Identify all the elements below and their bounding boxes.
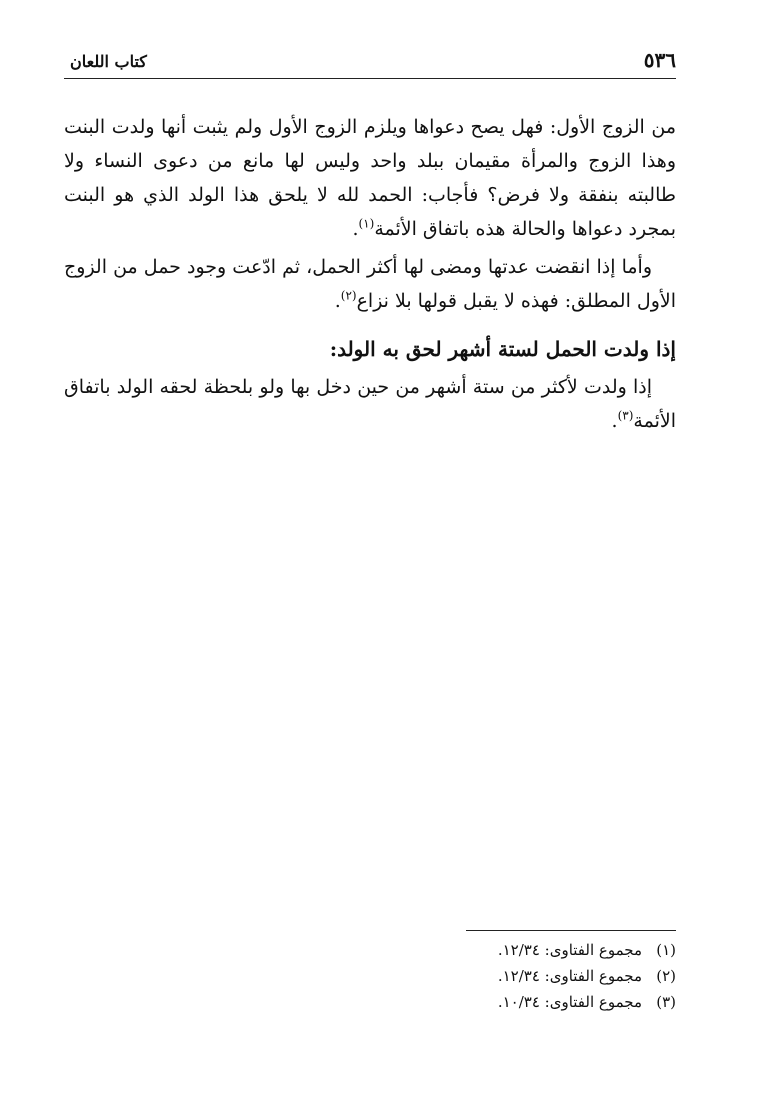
period: . <box>352 218 359 240</box>
period: . <box>611 410 618 432</box>
paragraph-1 <box>64 110 676 246</box>
footnote-2 <box>466 963 676 989</box>
footnote-number: (٣) <box>656 993 676 1011</box>
running-title: كتاب اللعان <box>70 52 147 71</box>
footnote-text: مجموع الفتاوى: ١٢/٣٤. <box>497 941 642 959</box>
footnote-text: مجموع الفتاوى: ١٠/٣٤. <box>497 993 642 1011</box>
footnote-text: مجموع الفتاوى: ١٢/٣٤. <box>497 967 642 985</box>
paragraph-3-text: إذا ولدت لأكثر من ستة أشهر من حين دخل بها ولو بلحظة لحقه الولد باتفاق الأئمة <box>64 376 676 432</box>
footnote-ref-2: (٢) <box>340 288 357 303</box>
section-heading: إذا ولدت الحمل لستة أشهر لحق به الولد: <box>329 337 676 361</box>
period: . <box>334 290 341 312</box>
footnotes <box>466 930 676 1015</box>
page-number: ٥٣٦ <box>643 48 676 72</box>
main-text <box>64 110 676 442</box>
page-header <box>64 48 676 79</box>
paragraph-2 <box>64 250 676 318</box>
paragraph-3 <box>64 370 676 438</box>
footnote-ref-3: (٣) <box>617 408 634 423</box>
footnote-number: (٢) <box>656 967 676 985</box>
paragraph-2-text: وأما إذا انقضت عدتها ومضى لها أكثر الحمل، ثم ادّعت وجود حمل من الزوج الأول المطلق: فهذه لا يقبل قولها بلا نزاع <box>64 256 676 312</box>
paragraph-1-text: من الزوج الأول: فهل يصح دعواها ويلزم الزوج الأول ولم يثبت أنها ولدت البنت وهذا الزوج والمرأة مقيمان ببلد واحد وليس لها مانع من دعوى النساء ولا طالبته بنفقة ولا فرض؟ فأجاب: الحمد لله لا يلحق هذا الولد الذي هو البنت بمجرد دعواها والحالة هذه باتفاق الأئمة <box>64 116 676 240</box>
footnote-3 <box>466 989 676 1015</box>
footnote-1 <box>466 937 676 963</box>
book-page <box>64 40 676 1070</box>
footnote-divider <box>466 930 676 931</box>
footnote-ref-1: (١) <box>358 216 375 231</box>
footnote-number: (١) <box>656 941 676 959</box>
